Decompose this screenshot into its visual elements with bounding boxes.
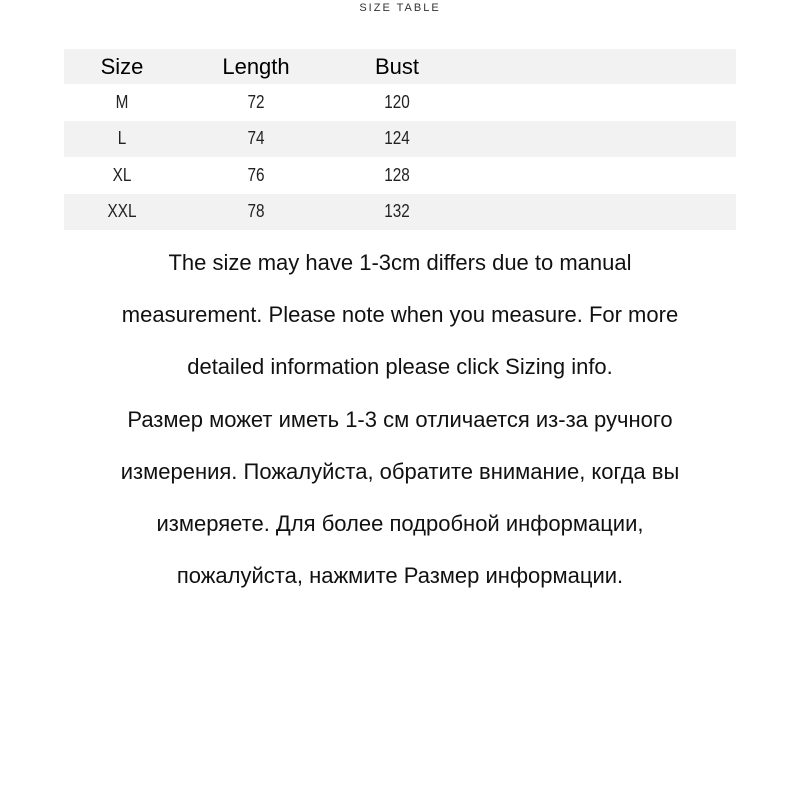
table-row [64,157,736,194]
note-line: measurement. Please note when you measure. For more [121,302,679,328]
table-row [64,84,736,121]
cell-bust: 120 [384,91,410,112]
cell-bust: 132 [384,201,410,222]
note-line: The size may have 1-3cm differs due to manual [168,250,632,275]
note-line: пожалуйста, нажмите Размер информации. [176,563,624,589]
size-table [64,49,736,230]
header-bust: Bust [374,53,420,79]
size-notes [0,237,800,602]
header-size: Size [100,53,144,79]
cell-length: 74 [247,128,265,149]
cell-size: XXL [107,201,137,222]
cell-size: L [117,128,127,149]
header-length: Length [222,53,290,79]
note-line: Размер может иметь 1-3 см отличается из-за ручного [127,406,673,432]
cell-size: XL [112,164,132,185]
table-row [64,194,736,231]
cell-bust: 124 [384,128,410,149]
cell-length: 78 [247,201,265,222]
note-line: измеряете. Для более подробной информации, [156,511,644,537]
note-line: detailed information please click Sizing info. [187,354,613,380]
table-header-row [64,49,736,84]
cell-length: 76 [247,164,265,185]
note-line: измерения. Пожалуйста, обратите внимание, когда вы [120,458,680,484]
table-row [64,121,736,158]
cell-size: M [115,91,129,112]
cell-bust: 128 [384,164,410,185]
cell-length: 72 [247,91,265,112]
size-table-title: SIZE TABLE [359,2,441,14]
